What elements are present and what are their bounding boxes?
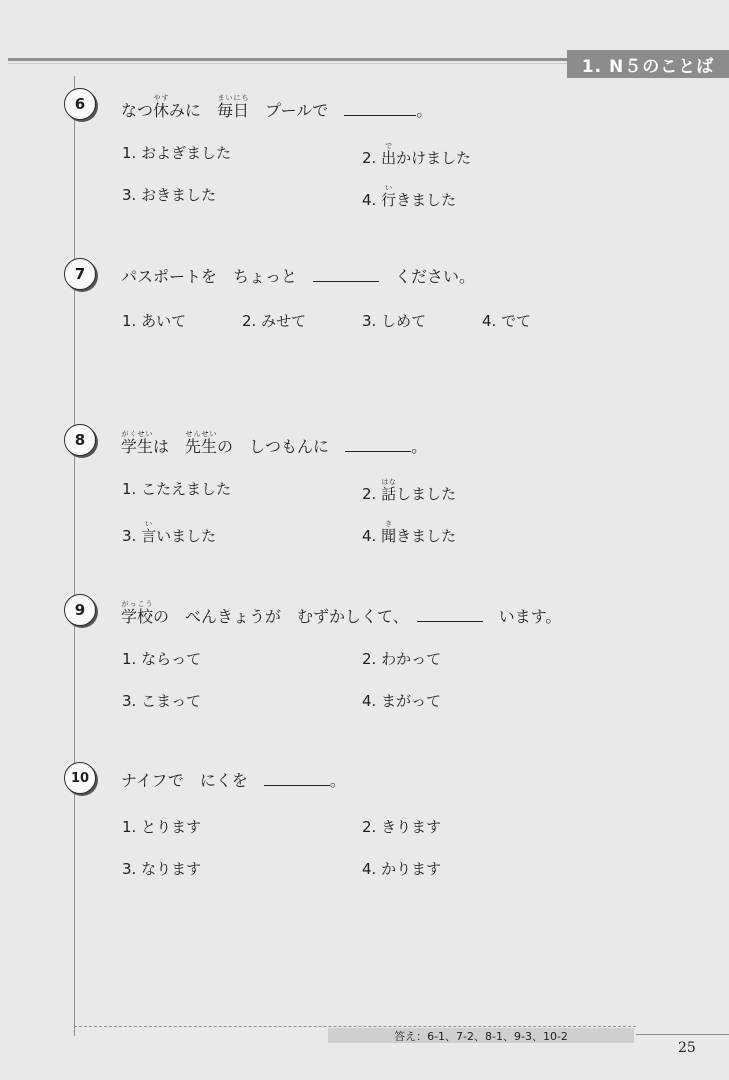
question-7 — [64, 254, 684, 330]
option-1[interactable]: 1. ならって — [122, 650, 202, 668]
option-2[interactable]: 2. 出でかけました — [362, 142, 472, 167]
answer-key: 答え：6-1、7-2、8-1、9-3、10-2 — [328, 1028, 634, 1043]
option-4[interactable]: 4. 行いきました — [362, 184, 457, 209]
option-1[interactable]: 1. こたえました — [122, 480, 232, 498]
question-8 — [64, 420, 684, 545]
answer-blank — [344, 99, 416, 116]
question-number-badge: 9 — [64, 594, 96, 626]
option-1[interactable]: 1. とります — [122, 818, 202, 836]
question-stem: パスポートを ちょっと ください。 — [121, 267, 476, 286]
bleed-through-text — [232, 30, 238, 49]
question-stem: 学生がくせいは 先生せんせいの しつもんに 。 — [121, 430, 428, 456]
option-4[interactable]: 4. でて — [482, 312, 532, 330]
answer-blank — [345, 435, 411, 452]
page-number: 25 — [678, 1040, 696, 1056]
question-6 — [64, 84, 684, 209]
option-3[interactable]: 3. なります — [122, 860, 202, 878]
option-3[interactable]: 3. 言いいました — [122, 520, 217, 545]
option-3[interactable]: 3. おきました — [122, 186, 217, 204]
margin-line — [74, 76, 75, 1036]
answer-blank — [313, 265, 379, 282]
question-stem: 学校がっこうの べんきょうが むずかしくて、 います。 — [121, 600, 562, 626]
question-10 — [64, 758, 684, 878]
section-tab: 1. N５のことば — [567, 50, 729, 78]
option-2[interactable]: 2. きります — [362, 818, 442, 836]
question-number-badge: 10 — [64, 762, 96, 794]
question-stem: なつ休やすみに 毎日まいにち プールで 。 — [121, 94, 433, 120]
answer-blank — [417, 605, 483, 622]
option-4[interactable]: 4. 聞ききました — [362, 520, 457, 545]
option-4[interactable]: 4. かります — [362, 860, 442, 878]
question-stem: ナイフで にくを 。 — [121, 771, 346, 790]
question-number-badge: 7 — [64, 258, 96, 290]
option-2[interactable]: 2. みせて — [242, 312, 307, 330]
question-9 — [64, 590, 684, 710]
option-2[interactable]: 2. わかって — [362, 650, 442, 668]
answer-blank — [264, 769, 330, 786]
option-4[interactable]: 4. まがって — [362, 692, 442, 710]
option-2[interactable]: 2. 話はなしました — [362, 478, 457, 503]
question-number-badge: 8 — [64, 424, 96, 456]
option-3[interactable]: 3. こまって — [122, 692, 202, 710]
option-1[interactable]: 1. あいて — [122, 312, 187, 330]
option-1[interactable]: 1. およぎました — [122, 144, 232, 162]
option-3[interactable]: 3. しめて — [362, 312, 427, 330]
question-number-badge: 6 — [64, 88, 96, 120]
page-number-rule — [636, 1034, 729, 1035]
